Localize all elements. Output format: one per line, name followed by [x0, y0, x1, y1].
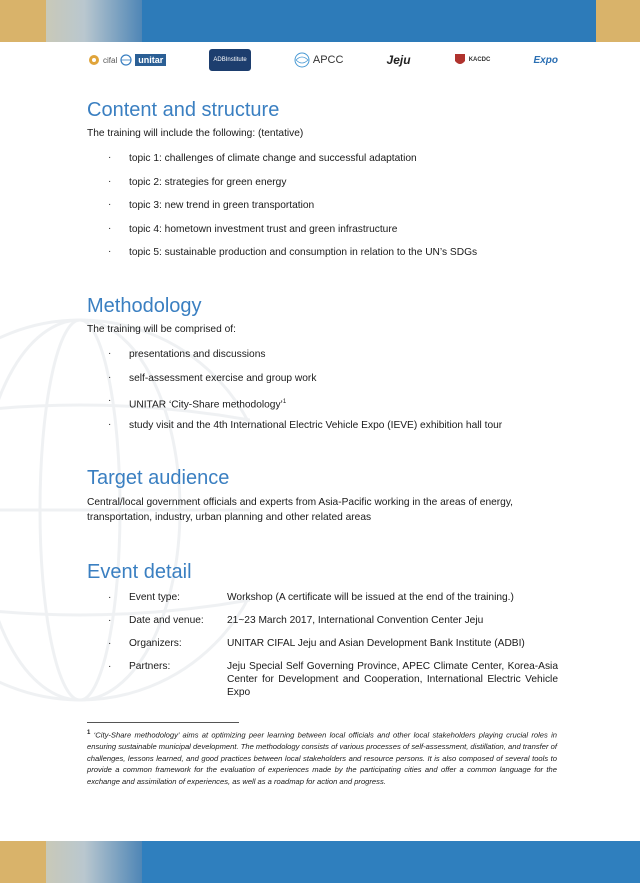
bullet: · [108, 199, 112, 210]
list-item [108, 373, 502, 397]
cifal-logo-text: cifal [103, 55, 118, 65]
target-audience-heading: Target audience [87, 467, 230, 489]
topic-text: topic 2: strategies for green energy [129, 176, 287, 188]
partners-label: Partners: [129, 661, 171, 672]
footer-band [0, 841, 640, 883]
date-venue-label: Date and venue: [129, 615, 204, 626]
band-gold-segment [0, 841, 46, 883]
list-item [108, 247, 477, 271]
methodology-lead: The training will be comprised of: [87, 324, 236, 335]
list-item [108, 224, 477, 248]
list-item [108, 177, 477, 201]
list-item [108, 153, 477, 177]
list-item [108, 396, 502, 420]
bullet: · [108, 175, 112, 187]
method-text: self-assessment exercise and group work [129, 372, 317, 384]
bullet: · [108, 395, 112, 406]
topic-text: topic 5: sustainable production and consumption in relation to the UN’s SDGs [129, 247, 478, 258]
organizers-value: UNITAR CIFAL Jeju and Asian Development Bank Institute (ADBI) [227, 638, 525, 649]
bullet: · [108, 638, 112, 649]
method-text: UNITAR ‘City-Share methodology’ [129, 399, 283, 411]
event-detail-row [108, 591, 558, 614]
jeju-logo-text: Jeju [386, 53, 411, 67]
content-structure-lead: The training will include the following: (tentative) [87, 128, 304, 139]
method-text: study visit and the 4th International Electric Vehicle Expo (IEVE) exhibition hall tour [129, 419, 503, 431]
topic-list [108, 153, 477, 271]
bullet: · [108, 222, 112, 234]
event-detail-row [108, 660, 558, 699]
event-type-value: Workshop (A certificate will be issued at the end of the training.) [227, 592, 514, 603]
bullet: · [108, 615, 112, 626]
footnote-text: ‘City-Share methodology’ aims at optimizing peer learning between local officials and other local stakeholders playing crucial roles in ensuring sustainable municipal development. The methodology consists of various processes of self-assessment, distillation, and transfer of challenges, lessons learned, and good practices between local stakeholders and resource persons. It is also composed of several tools to provide a common framework for the evaluation of experiences made by the participating cities and offer a common language for the exchange and assimilation of experiences, as well as a roadmap for action and progress. [87, 730, 557, 786]
list-item [108, 200, 477, 224]
bullet: · [108, 418, 112, 430]
bullet: · [108, 371, 112, 383]
content-structure-heading: Content and structure [87, 99, 280, 121]
footnote [87, 728, 557, 788]
list-item [108, 420, 502, 444]
bullet: · [108, 348, 112, 359]
methodology-heading: Methodology [87, 295, 202, 317]
methodology-list [108, 349, 502, 443]
event-detail-row [108, 637, 558, 660]
topic-text: topic 1: challenges of climate change and successful adaptation [129, 153, 417, 164]
bullet: · [108, 592, 112, 603]
footnote-divider [87, 722, 239, 723]
event-detail-row [108, 614, 558, 637]
bullet: · [108, 246, 112, 257]
method-text: presentations and discussions [129, 349, 266, 360]
list-item [108, 349, 502, 373]
topic-text: topic 4: hometown investment trust and green infrastructure [129, 223, 398, 235]
apcc-logo-text: APCC [312, 54, 344, 66]
topic-text: topic 3: new trend in green transportation [129, 200, 315, 211]
expo-logo-text: Expo [533, 54, 558, 66]
adbi-logo-text: ADBInstitute [209, 49, 250, 71]
footnote-number: 1 [87, 730, 91, 736]
organizers-label: Organizers: [129, 638, 182, 649]
date-venue-value: 21~23 March 2017, International Convention Center Jeju [227, 615, 484, 626]
band-gradient-segment [46, 841, 142, 883]
target-audience-text: Central/local government officials and experts from Asia-Pacific working in the areas of energy, transportation, industry, urban planning and other related areas [87, 497, 514, 523]
bullet: · [108, 152, 112, 163]
footnote-reference[interactable]: 1 [282, 399, 287, 405]
event-detail-list [108, 591, 558, 699]
kacdc-logo-text: KACDC [468, 57, 491, 63]
event-type-label: Event type: [129, 592, 180, 603]
band-blue-segment [142, 841, 640, 883]
unitar-logo-text: unitar [135, 54, 166, 66]
partners-value: Jeju Special Self Governing Province, APEC Climate Center, Korea-Asia Center for Development and Cooperation, International Electric Vehicle Expo [227, 661, 558, 698]
bullet: · [108, 661, 112, 672]
event-detail-heading: Event detail [87, 561, 192, 583]
